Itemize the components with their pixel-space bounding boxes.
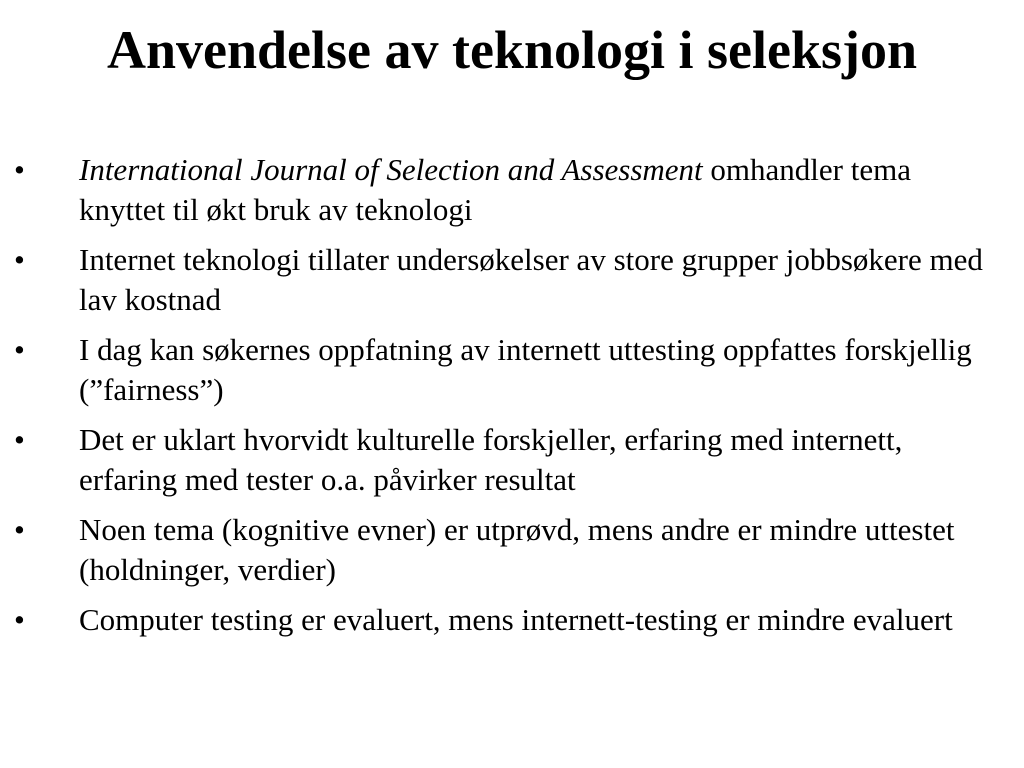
bullet-text: Internet teknologi tillater undersøkelser av store grupper jobbsøkere med lav kostnad [79,242,983,317]
slide-title: Anvendelse av teknologi i seleksjon [106,20,918,80]
journal-title: International Journal of Selection and Assessment [79,152,703,187]
bullet-marker-icon: • [14,512,25,547]
bullet-marker-icon: • [14,152,25,187]
bullet-text: Computer testing er evaluert, mens internett-testing er mindre evaluert [79,602,953,637]
bullet-item [0,240,1024,320]
bullet-item [0,600,1024,640]
bullet-text: Det er uklart hvorvidt kulturelle forskjeller, erfaring med internett, erfaring med tester o.a. påvirker resultat [79,422,903,497]
bullet-item [0,150,1024,230]
bullet-item [0,510,1024,590]
bullet-marker-icon: • [14,242,25,277]
bullet-marker-icon: • [14,422,25,457]
bullet-marker-icon: • [14,602,25,637]
bullet-list [0,150,1024,650]
bullet-marker-icon: • [14,332,25,367]
bullet-item [0,420,1024,500]
bullet-text: I dag kan søkernes oppfatning av internett uttesting oppfattes forskjellig (”fairness”) [79,332,972,407]
bullet-text: omhandler tema knyttet til økt bruk av teknologi [79,152,911,227]
bullet-item [0,330,1024,410]
bullet-text: Noen tema (kognitive evner) er utprøvd, mens andre er mindre uttestet (holdninger, verdier) [79,512,955,587]
